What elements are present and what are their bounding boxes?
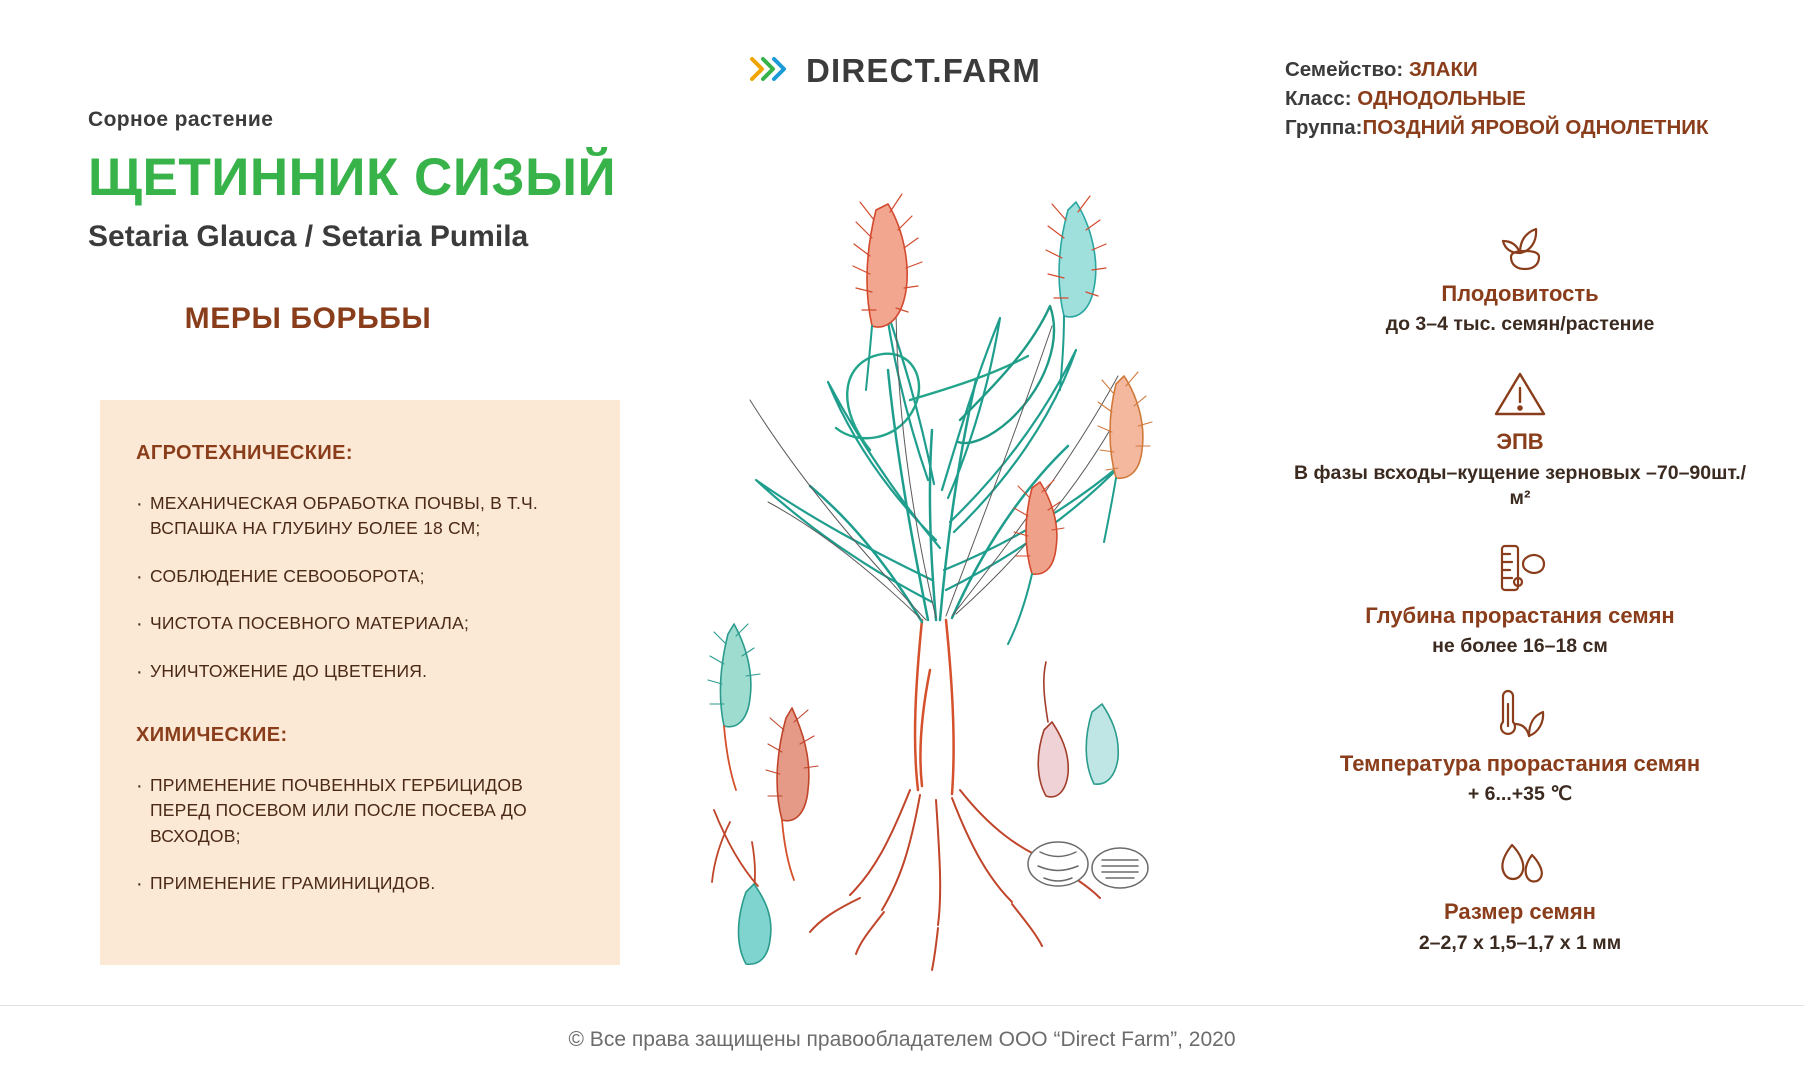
- taxonomy-value: ПОЗДНИЙ ЯРОВОЙ ОДНОЛЕТНИК: [1362, 116, 1709, 140]
- fact-name: ЭПВ: [1496, 429, 1544, 455]
- footer-text: © Все права защищены правообладателем ООО “Direct Farm”, 2020: [568, 1028, 1236, 1051]
- fact-value: В фазы всходы–кущение зерновых –70–90шт./м²: [1293, 461, 1747, 509]
- fact-germination-depth: [1285, 537, 1755, 659]
- taxonomy-row-family: [1285, 55, 1755, 84]
- brand-logo: [750, 52, 1041, 90]
- fact-epv: [1285, 363, 1755, 510]
- measures-title: МЕРЫ БОРЬБЫ: [184, 301, 432, 335]
- agrotechnical-list: [136, 491, 584, 684]
- chemical-list: [136, 773, 584, 897]
- taxonomy-row-class: [1285, 84, 1755, 113]
- seed-sprout-icon: [1285, 215, 1755, 277]
- facts-list: [1285, 215, 1755, 982]
- page-kicker: Сорное растение: [88, 108, 274, 131]
- fact-name: Глубина прорастания семян: [1365, 602, 1675, 628]
- taxonomy-label: Класс:: [1285, 87, 1352, 111]
- fact-value: + 6...+35 ℃: [1467, 783, 1573, 806]
- fact-seed-size: [1285, 833, 1755, 955]
- fact-name: Температура прорастания семян: [1339, 750, 1701, 776]
- taxonomy-row-group: [1285, 113, 1755, 142]
- fact-name: Размер семян: [1444, 899, 1596, 925]
- thermometer-sprout-icon: [1285, 685, 1755, 747]
- taxonomy-label: Группа:: [1285, 116, 1363, 140]
- latin-name: Setaria Glauca / Setaria Pumila: [88, 219, 529, 253]
- warning-triangle-icon: [1285, 363, 1755, 425]
- taxonomy-block: [1285, 55, 1755, 142]
- plant-illustration-svg: [660, 150, 1280, 990]
- taxonomy-label: Семейство:: [1285, 58, 1404, 81]
- fact-germination-temperature: [1285, 685, 1755, 807]
- taxonomy-value: ОДНОДОЛЬНЫЕ: [1357, 87, 1526, 111]
- fact-value: до 3–4 тыс. семян/растение: [1385, 313, 1655, 336]
- taxonomy-value: ЗЛАКИ: [1408, 58, 1478, 81]
- plant-illustration: [660, 150, 1280, 990]
- fact-value: не более 16–18 см: [1432, 635, 1608, 658]
- ruler-seed-icon: [1285, 537, 1755, 599]
- fact-value: 2–2,7 х 1,5–1,7 х 1 мм: [1418, 931, 1622, 954]
- list-item: · УНИЧТОЖЕНИЕ ДО ЦВЕТЕНИЯ.: [136, 659, 584, 684]
- chemical-heading: ХИМИЧЕСКИЕ:: [136, 723, 288, 746]
- list-item: · ПРИМЕНЕНИЕ ПОЧВЕННЫХ ГЕРБИЦИДОВ ПЕРЕД ПОСЕВОМ ИЛИ ПОСЛЕ ПОСЕВА ДО ВСХОДОВ;: [136, 773, 584, 849]
- brand-name: DIRECT.FARM: [806, 52, 1042, 89]
- fact-name: Плодовитость: [1441, 281, 1599, 306]
- header-block: [88, 108, 648, 336]
- fact-fertility: [1285, 215, 1755, 337]
- measures-panel: [100, 400, 620, 965]
- agrotechnical-heading: АГРОТЕХНИЧЕСКИЕ:: [136, 442, 353, 464]
- list-item: · МЕХАНИЧЕСКАЯ ОБРАБОТКА ПОЧВЫ, В Т.Ч. ВСПАШКА НА ГЛУБИНУ БОЛЕЕ 18 СМ;: [136, 491, 584, 542]
- list-item: · ЧИСТОТА ПОСЕВНОГО МАТЕРИАЛА;: [136, 611, 584, 636]
- list-item: · ПРИМЕНЕНИЕ ГРАМИНИЦИДОВ.: [136, 871, 584, 896]
- footer-divider: [0, 1005, 1804, 1006]
- list-item: · СОБЛЮДЕНИЕ СЕВООБОРОТА;: [136, 564, 584, 589]
- chevrons-right-icon: [750, 54, 790, 89]
- page-title: ЩЕТИННИК СИЗЫЙ: [88, 148, 617, 207]
- seeds-size-icon: [1285, 833, 1755, 895]
